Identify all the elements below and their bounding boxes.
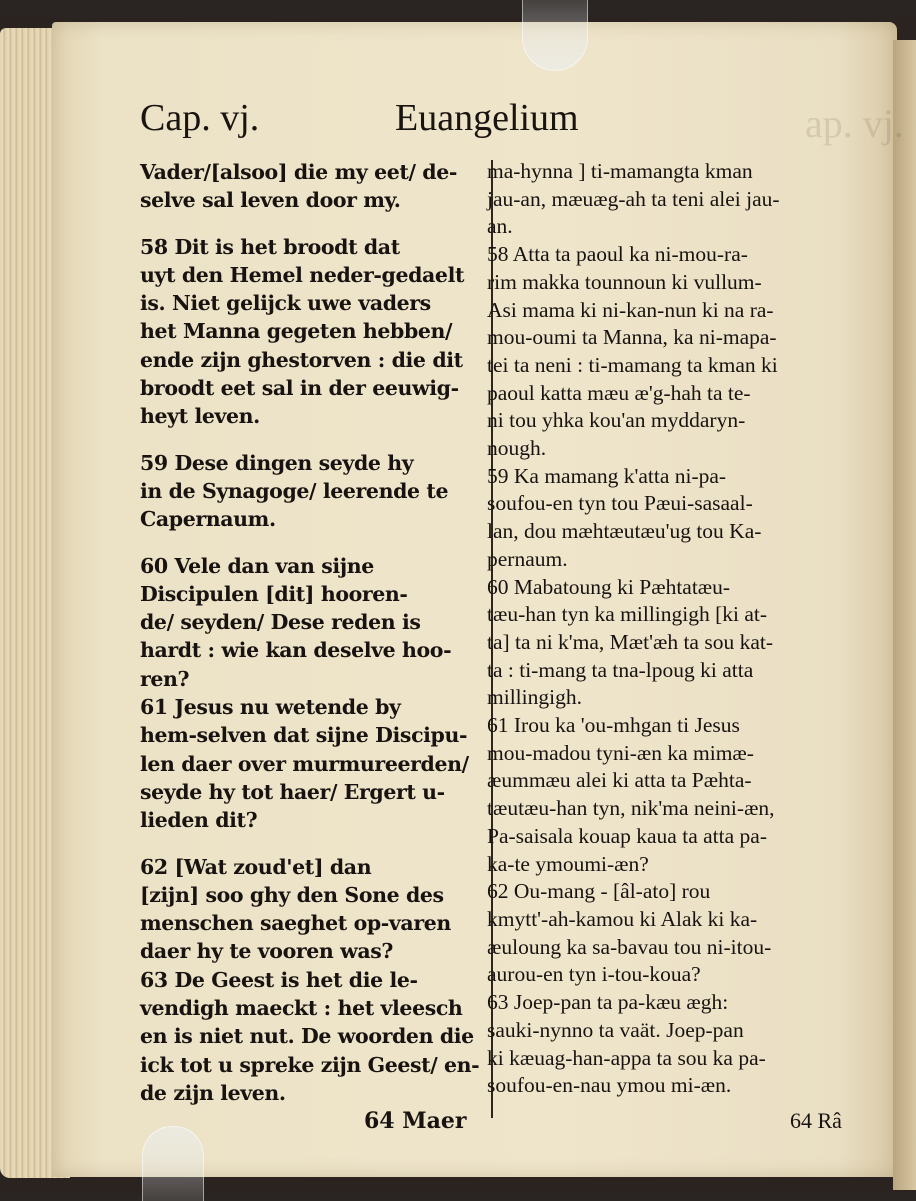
text-line: mou-oumi ta Manna, ka ni-mapa- bbox=[487, 325, 777, 350]
formosan-column bbox=[487, 158, 845, 1100]
text-line: ta] ta ni k'ma, Mæt'æh ta sou kat- bbox=[487, 629, 774, 654]
text-line: hardt : wie kan deselve hoo- bbox=[140, 638, 452, 663]
text-line: 60 Vele dan van sijne bbox=[140, 553, 374, 578]
text-line: mou-madou tyni-æn ka mimæ- bbox=[487, 740, 754, 765]
text-line: broodt eet sal in der eeuwig- bbox=[140, 376, 459, 401]
text-line: ren? bbox=[140, 666, 190, 691]
text-line: 58 Atta ta paoul ka ni-mou-ra- bbox=[487, 242, 748, 267]
text-line: 61 Jesus nu wetende by bbox=[140, 695, 401, 720]
text-line: len daer over murmureerden/ bbox=[140, 751, 469, 776]
text-line: æummæu alei ki atta ta Pæhta- bbox=[487, 768, 752, 793]
text-line: rim makka tounnoun ki vullum- bbox=[487, 269, 762, 294]
text-line: Capernaum. bbox=[140, 507, 276, 532]
text-line: kmytt'-ah-kamou ki Alak ki ka- bbox=[487, 906, 758, 931]
text-line: ki kæuag-han-appa ta sou ka pa- bbox=[487, 1045, 766, 1070]
text-line: menschen saeghet op-varen bbox=[140, 911, 451, 936]
text-line: uyt den Hemel neder-gedaelt bbox=[140, 262, 465, 287]
text-line: millingigh. bbox=[487, 685, 582, 710]
text-line: seyde hy tot haer/ Ergert u- bbox=[140, 779, 445, 804]
verse-gap bbox=[140, 215, 475, 233]
verse-gap bbox=[140, 534, 475, 552]
running-head bbox=[140, 96, 880, 146]
text-line: paoul katta mæu æ'g-hah ta te- bbox=[487, 380, 751, 405]
text-line: 59 Ka mamang k'atta ni-pa- bbox=[487, 463, 727, 488]
text-line: 62 [Wat zoud'et] dan bbox=[140, 854, 372, 879]
catchword-right: 64 Râ bbox=[790, 1108, 842, 1133]
text-line: 59 Dese dingen seyde hy bbox=[140, 450, 414, 475]
page-clip-bottom bbox=[142, 1126, 204, 1201]
text-line: an. bbox=[487, 214, 513, 239]
text-line: 60 Mabatoung ki Pæhtatæu- bbox=[487, 574, 731, 599]
text-line: ick tot u spreke zijn Geest/ en- bbox=[140, 1052, 480, 1077]
text-line: ende zijn ghestorven : die dit bbox=[140, 347, 463, 372]
page-title: Euangelium bbox=[395, 97, 579, 139]
text-line: soufou-en tyn tou Pæui-sasaal- bbox=[487, 491, 753, 516]
text-line: lan, dou mæhtæutæu'ug tou Ka- bbox=[487, 519, 762, 544]
text-line: de zijn leven. bbox=[140, 1080, 286, 1105]
text-line: aurou-en tyn i-tou-koua? bbox=[487, 962, 701, 987]
text-line: 58 Dit is het broodt dat bbox=[140, 234, 400, 259]
text-line: ni tou yhka kou'an myddaryn- bbox=[487, 408, 746, 433]
text-line: lieden dit? bbox=[140, 808, 258, 833]
text-line: daer hy te vooren was? bbox=[140, 939, 394, 964]
text-line: en is niet nut. De woorden die bbox=[140, 1024, 474, 1049]
chapter-label: Cap. vj. bbox=[140, 97, 260, 139]
text-line: 61 Irou ka 'ou-mhgan ti Jesus bbox=[487, 713, 740, 738]
text-line: ta : ti-mang ta tna-lpoug ki atta bbox=[487, 657, 754, 682]
verse-gap bbox=[140, 835, 475, 853]
text-line: tei ta neni : ti-mamang ta kman ki bbox=[487, 352, 778, 377]
text-line: Asi mama ki ni-kan-nun ki na ra- bbox=[487, 297, 774, 322]
catchword-left: 64 Maer bbox=[364, 1108, 467, 1134]
text-line: selve sal leven door my. bbox=[140, 188, 401, 213]
text-line: tæutæu-han tyn, nik'ma neini-æn, bbox=[487, 796, 775, 821]
dutch-column bbox=[140, 158, 480, 1107]
verse-gap bbox=[140, 431, 475, 449]
text-line: hem-selven dat sijne Discipu- bbox=[140, 723, 468, 748]
text-line: is. Niet gelijck uwe vaders bbox=[140, 291, 431, 316]
text-line: de/ seyden/ Dese reden is bbox=[140, 610, 421, 635]
text-line: ka-te ymoumi-æn? bbox=[487, 851, 649, 876]
text-line: nough. bbox=[487, 436, 547, 461]
text-line: Discipulen [dit] hooren- bbox=[140, 581, 408, 606]
text-line: 63 De Geest is het die le- bbox=[140, 967, 418, 992]
text-line: soufou-en-nau ymou mi-æn. bbox=[487, 1073, 732, 1098]
page-clip-top bbox=[522, 0, 588, 71]
text-line: 62 Ou-mang - [âl-ato] rou bbox=[487, 879, 711, 904]
text-line: sauki-nynno ta vaät. Joep-pan bbox=[487, 1017, 744, 1042]
text-line: pernaum. bbox=[487, 546, 568, 571]
text-line: Pa-saisala kouap kaua ta atta pa- bbox=[487, 823, 767, 848]
text-line: 63 Joep-pan ta pa-kæu ægh: bbox=[487, 990, 729, 1015]
text-line: tæu-han tyn ka millingigh [ki at- bbox=[487, 602, 768, 627]
facing-page-edge bbox=[893, 40, 916, 1190]
text-line: vendigh maeckt : het vleesch bbox=[140, 996, 463, 1021]
text-line: ma-hynna ] ti-mamangta kman bbox=[487, 159, 753, 183]
bleed-through-text: ap. vj. bbox=[805, 101, 904, 146]
text-line: æuloung ka sa-bavau tou ni-itou- bbox=[487, 934, 772, 959]
text-line: heyt leven. bbox=[140, 404, 260, 429]
text-line: jau-an, mæuæg-ah ta teni alei jau- bbox=[487, 186, 780, 211]
text-line: Vader/[alsoo] die my eet/ de- bbox=[140, 160, 457, 184]
text-line: in de Synagoge/ leerende te bbox=[140, 478, 449, 503]
text-line: [zijn] soo ghy den Sone des bbox=[140, 882, 444, 907]
text-line: het Manna gegeten hebben/ bbox=[140, 319, 453, 344]
